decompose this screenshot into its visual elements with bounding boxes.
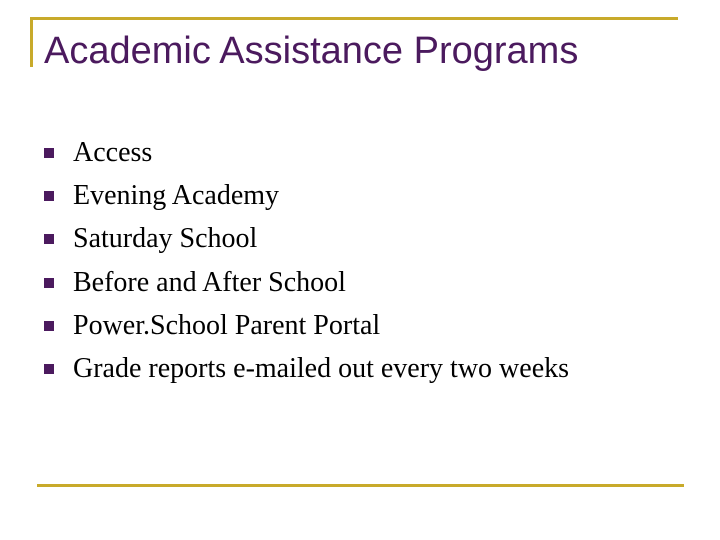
bullet-item-saturday-school (44, 218, 569, 261)
bullet-text: Saturday School (73, 223, 258, 255)
slide-title: Academic Assistance Programs (44, 30, 579, 72)
bullet-text: Power.School Parent Portal (73, 309, 381, 341)
square-bullet-icon (44, 191, 54, 201)
bullet-list (44, 131, 569, 391)
bullet-item-grade-reports (44, 347, 569, 390)
title-frame-top-rule (30, 17, 678, 20)
bullet-text: Access (73, 136, 153, 168)
square-bullet-icon (44, 364, 54, 374)
bullet-item-access (44, 131, 569, 174)
bullet-text: Grade reports e-mailed out every two weeks (73, 353, 570, 385)
square-bullet-icon (44, 234, 54, 244)
square-bullet-icon (44, 321, 54, 331)
bullet-text: Evening Academy (73, 179, 280, 211)
bullet-text: Before and After School (73, 266, 346, 298)
square-bullet-icon (44, 278, 54, 288)
footer-rule (37, 484, 684, 487)
bullet-item-parent-portal (44, 304, 569, 347)
title-frame-left-rule (30, 17, 33, 67)
bullet-item-evening-academy (44, 174, 569, 217)
bullet-item-before-after-school (44, 261, 569, 304)
square-bullet-icon (44, 148, 54, 158)
